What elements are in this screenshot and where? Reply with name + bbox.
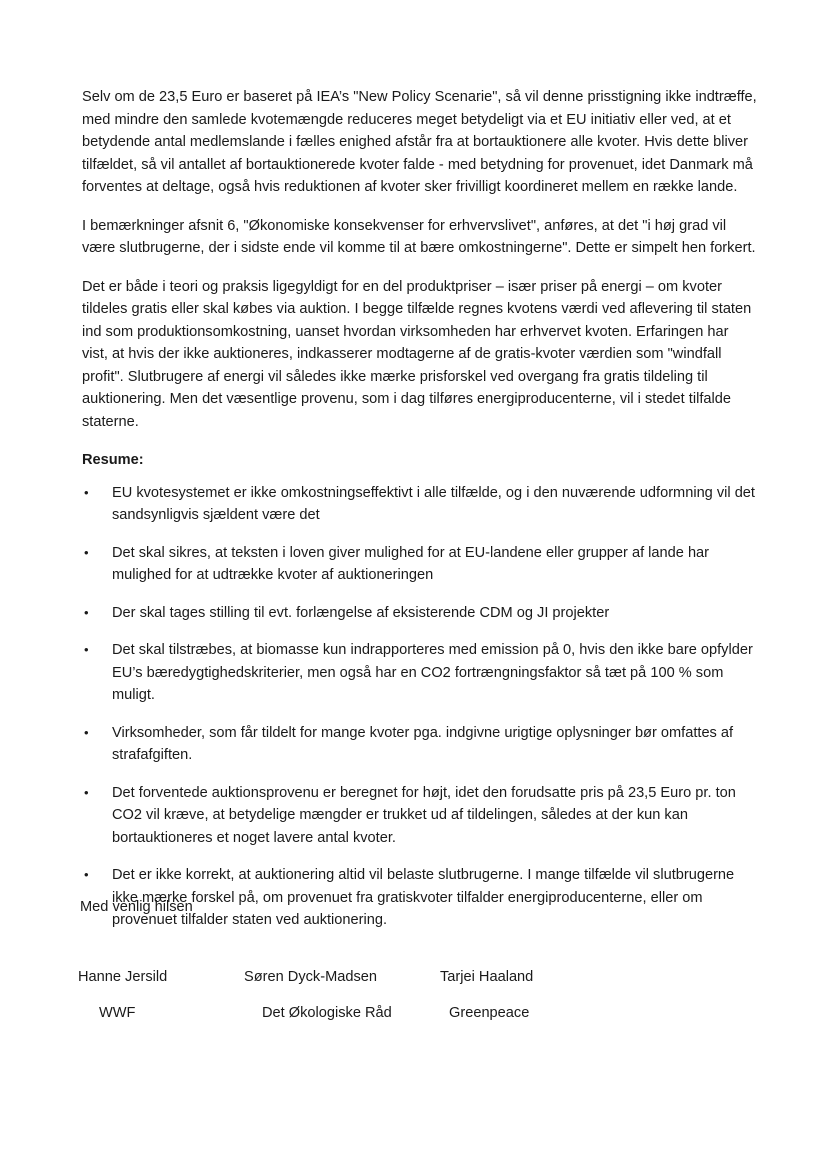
resume-item: • EU kvotesystemet er ikke omkostningseffektivt i alle tilfælde, og i den nuværende udformning vil det sandsynligvis sjældent være det	[82, 482, 758, 527]
paragraph-iea-price: Selv om de 23,5 Euro er baseret på IEA’s "New Policy Scenarie", så vil denne prisstigning ikke indtræffe, med mindre den samlede kvotemængde reduceres meget betydeligt via et EU initiativ eller ved, at et betydende antal medlemslande i fælles enighed afstår fra at bortauktionere alle kvoter. Hvis dette bliver tilfældet, så vil antallet af bortauktionerede kvoter falde - med betydning for provenuet, idet Danmark må forventes at deltage, også hvis reduktionen af kvoter sker frivilligt koordineret mellem en række lande.	[82, 89, 757, 195]
signatory-org: Greenpeace	[449, 1005, 530, 1021]
bullet-icon: •	[84, 484, 89, 500]
bullet-icon: •	[84, 724, 89, 740]
signatory-org: WWF	[99, 1005, 136, 1021]
bullet-icon: •	[84, 642, 89, 657]
resume-heading: Resume:	[82, 452, 144, 468]
bullet-icon: •	[84, 867, 89, 882]
resume-list	[82, 482, 758, 932]
signatory-name: Hanne Jersild	[78, 969, 168, 985]
bullet-icon: •	[84, 784, 89, 800]
paragraph-pricing-theory: Det er både i teori og praksis ligegyldigt for en del produktpriser – især priser på energi – om kvoter tildeles gratis eller skal købes via auktion. I begge tilfælde regnes kvotens værdi ved aflevering til staten ind som produktionsomkostning, uanset hvordan virksomheden har erhvervet kvoten. Erfaringen har vist, at hvis der ikke auktioneres, indkasserer modtagerne af de gratis-kvoter værdien som "windfall profit". Slutbrugere af energi vil således ikke mærke prisforskel ved overgang fra gratis tildeling til auktionering. Men det væsentlige provenu, som i dag tilføres energiproducenterne, vil i stedet tilfalde staterne.	[82, 278, 752, 430]
resume-item: • Det er ikke korrekt, at auktionering altid vil belaste slutbrugerne. I mange tilfælde vil slutbrugerne ikke mærke forskel på, om provenuet fra gratiskvoter tilfalder energiproducenterne, eller om provenuet tilfalder staten ved auktionering.	[82, 864, 758, 932]
signatory-name: Tarjei Haaland	[440, 969, 534, 985]
resume-item: • Det skal sikres, at teksten i loven giver mulighed for at EU-landene eller grupper af lande har mulighed for at udtrække kvoter af auktioneringen	[82, 542, 758, 587]
resume-item: • Der skal tages stilling til evt. forlængelse af eksisterende CDM og JI projekter	[82, 602, 758, 625]
paragraph-remarks-section-6: I bemærkninger afsnit 6, "Økonomiske konsekvenser for erhvervslivet", anføres, at det "i høj grad vil være slutbrugerne, der i sidste ende vil komme til at bære omkostningerne". Dette er simpelt hen forkert.	[82, 217, 756, 256]
bullet-icon: •	[84, 544, 89, 560]
signatory-name: Søren Dyck-Madsen	[244, 969, 378, 985]
letter-body	[82, 86, 758, 947]
resume-item: • Det forventede auktionsprovenu er beregnet for højt, idet den forudsatte pris på 23,5 Euro pr. ton CO2 vil kræve, at betydelige mængder er trukket ud af tildelingen, således at der kun kan bortauktioneres et noget lavere antal kvoter.	[82, 782, 758, 850]
resume-item: • Det skal tilstræbes, at biomasse kun indrapporteres med emission på 0, hvis den ikke bare opfylder EU’s bæredygtighedskriterier, men også har en CO2 fortrængningsfaktor så tæt på 100 % som muligt.	[82, 639, 758, 707]
bullet-icon: •	[84, 604, 89, 620]
closing-greeting: Med venlig hilsen	[80, 899, 193, 915]
signatory-org: Det Økologiske Råd	[262, 1005, 392, 1021]
resume-item: • Virksomheder, som får tildelt for mange kvoter pga. indgivne urigtige oplysninger bør omfattes af strafafgiften.	[82, 722, 758, 767]
